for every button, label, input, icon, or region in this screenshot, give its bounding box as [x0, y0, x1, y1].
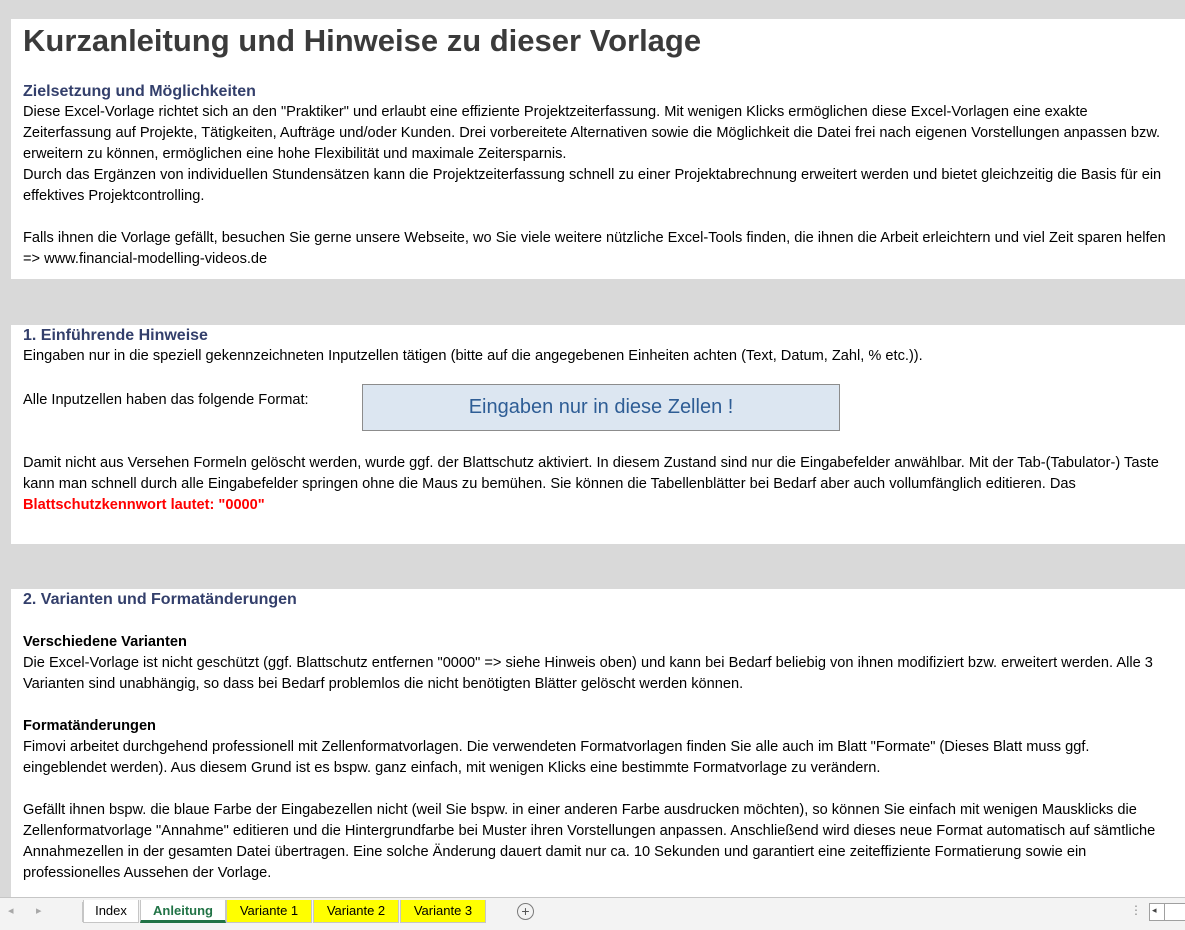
add-sheet-icon[interactable]: +	[517, 903, 534, 920]
variants-panel	[11, 589, 1185, 897]
variants-section	[23, 589, 1177, 884]
variants-heading: 2. Varianten und Formatänderungen	[23, 591, 297, 608]
more-options-icon[interactable]: ⋮	[1130, 903, 1142, 917]
goals-paragraph-3: Falls ihnen die Vorlage gefällt, besuchen Sie gerne unsere Webseite, wo Sie viele weitere nützliche Excel-Tools finden, die ihnen die Arbeit erleichtern und viel Zeit sparen helfen => www.financial-modelling-videos.de	[23, 230, 1166, 267]
password-text: Blattschutzkennwort lautet: "0000"	[23, 497, 265, 513]
horizontal-scrollbar[interactable]	[1149, 903, 1185, 921]
format-changes-text-2: Gefällt ihnen bspw. die blaue Farbe der Eingabezellen nicht (weil Sie bspw. in einer anderen Farbe ausdrucken möchten), so können Sie einfach mit wenigen Mausklicks die Zellenformatvorlage "Annahme" editieren und die Hintergrundfarbe bei Muster ihren Vorstellungen anpassen. Anschließend wird dieses neue Format automatisch auf sämtliche Annahmezellen in der gesamten Datei übertragen. Eine solche Änderung dauert damit nur ca. 10 Sekunden und garantiert eine zeiteffiziente Formatierung sowie ein professionelles Aussehen der Vorlage.	[23, 802, 1156, 881]
tab-index[interactable]: Index	[83, 900, 139, 923]
goals-paragraph-2: Durch das Ergänzen von individuellen Stundensätzen kann die Projektzeiterfassung schnell zu einer Projektabrechnung erweitert werden und bietet gleichzeitig die Basis für ein effektives Projektcontrolling.	[23, 167, 1162, 204]
tab-variante-1[interactable]: Variante 1	[226, 900, 312, 923]
hints-line-1: Eingaben nur in die speziell gekennzeichneten Inputzellen tätigen (bitte auf die angegebenen Einheiten achten (Text, Datum, Zahl, % etc.)).	[23, 348, 923, 364]
sheet-tab-bar	[0, 897, 1185, 930]
tab-anleitung[interactable]: Anleitung	[140, 900, 226, 923]
hints-top	[23, 325, 1177, 367]
protection-text: Damit nicht aus Versehen Formeln gelöscht werden, wurde ggf. der Blattschutz aktiviert. In diesem Zustand sind nur die Eingabefelder anwählbar. Mit der Tab-(Tabulator-) Taste kann man schnell durch alle Eingabefelder springen ohne die Maus zu bemühen. Sie können die Tabellenblätter bei Bedarf aber auch vollumfänglich editieren. Das	[23, 455, 1159, 492]
hints-heading: 1. Einführende Hinweise	[23, 327, 208, 344]
format-changes-subheading: Formatänderungen	[23, 718, 156, 734]
tab-variante-2[interactable]: Variante 2	[313, 900, 399, 923]
protection-paragraph	[23, 453, 1177, 516]
goals-paragraph-1: Diese Excel-Vorlage richtet sich an den "Praktiker" und erlaubt eine effiziente Projektzeiterfassung. Mit wenigen Klicks ermöglichen diese Excel-Vorlagen eine exakte Zeiterfassung auf Projekte, Tätigkeiten, Aufträge und/oder Kunden. Drei vorbereitete Alternativen sowie die Möglichkeit die Datei frei nach eigenen Vorstellungen anpassen bzw. erweitern zu können, ermöglichen eine hohe Flexibilität und maximale Zeitersparnis.	[23, 104, 1161, 162]
input-cell-example[interactable]: Eingaben nur in diese Zellen !	[362, 384, 840, 431]
scroll-left-icon[interactable]: ◂	[1152, 905, 1157, 915]
variants-text: Die Excel-Vorlage ist nicht geschützt (ggf. Blattschutz entfernen "0000" => siehe Hinweis oben) und kann bei Bedarf beliebig von ihnen modifiziert bzw. erweitert werden. Alle 3 Varianten sind unabhängig, so dass bei Bedarf problemlos die nicht benötigten Blätter gelöscht werden können.	[23, 655, 1153, 692]
scrollbar-divider	[1164, 904, 1165, 920]
hints-panel	[11, 325, 1185, 544]
prev-sheet-icon[interactable]: ◂	[8, 905, 14, 917]
goals-heading: Zielsetzung und Möglichkeiten	[23, 83, 256, 100]
variants-subheading: Verschiedene Varianten	[23, 634, 187, 650]
page-title: Kurzanleitung und Hinweise zu dieser Vorlage	[23, 23, 702, 58]
goals-section	[23, 81, 1177, 270]
intro-panel	[11, 19, 1185, 279]
next-sheet-icon[interactable]: ▸	[36, 905, 42, 917]
tab-variante-3[interactable]: Variante 3	[400, 900, 486, 923]
format-changes-text: Fimovi arbeitet durchgehend professionell mit Zellenformatvorlagen. Die verwendeten Formatvorlagen finden Sie alle auch im Blatt "Formate" (Dieses Blatt muss ggf. eingeblendet werden). Aus diesem Grund ist es bspw. ganz einfach, mit wenigen Klicks eine bestimmte Formatvorlage zu verändern.	[23, 739, 1090, 776]
format-label: Alle Inputzellen haben das folgende Format:	[23, 392, 309, 408]
